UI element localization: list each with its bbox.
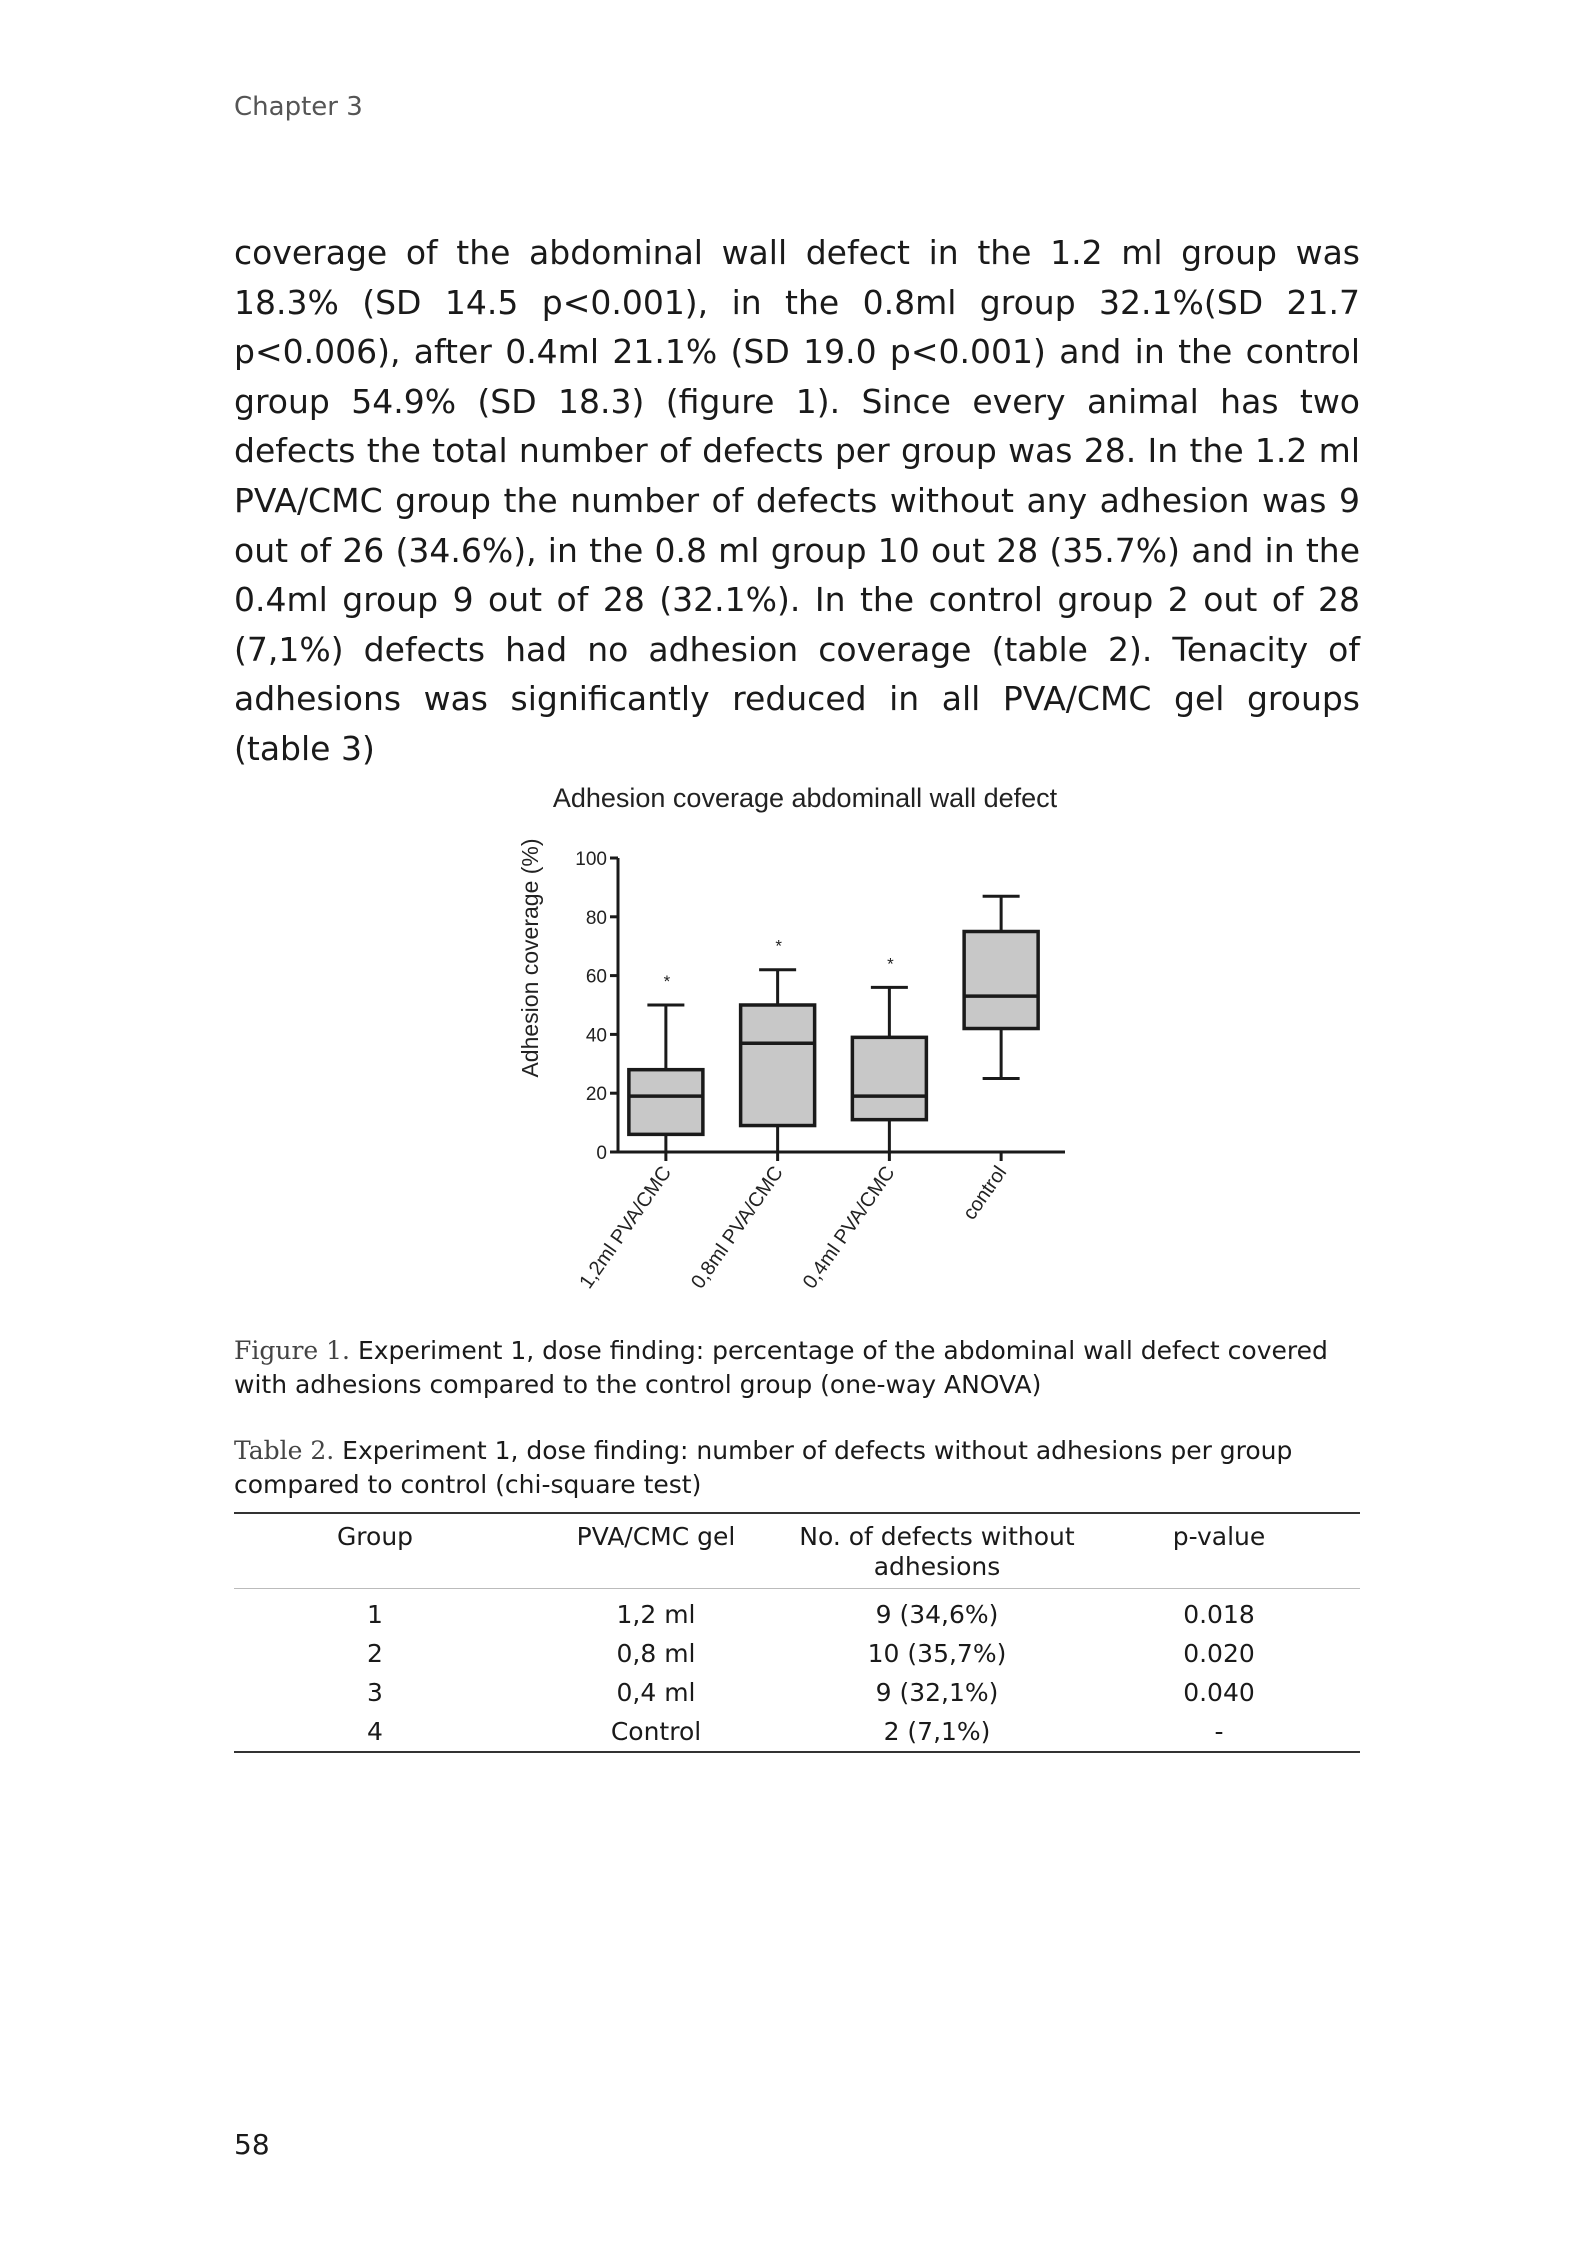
body-paragraph: coverage of the abdominal wall defect in the 1.2 ml group was 18.3% (SD 14.5 p<0.001), in the 0.8ml group 32.1%(SD 21.7 p<0.006), after 0.4ml 21.1% (SD 19.0 p<0.001) and in the control group 54.9% (SD 18.3) (figure 1). Since every animal has two defects the total number of defects per group was 28. In the 1.2 ml PVA/CMC group the number of defects without any adhesion was 9 out of 26 (34.6%), in the 0.8 ml group 10 out 28 (35.7%) and in the 0.4ml group 9 out of 28 (32.1%). In the control group 2 out of 28 (7,1%) defects had no adhesion coverage (table 2). Tenacity of adhesions was significantly reduced in all PVA/CMC gel groups (table 3): [234, 233, 1360, 768]
cell-gel: 0,8 ml: [616, 1639, 696, 1668]
y-tick-label: 20: [585, 1084, 607, 1106]
cell-defects: 10 (35,7%): [867, 1639, 1007, 1668]
y-tick-label: 40: [585, 1025, 607, 1047]
table-label: Table 2.: [234, 1436, 335, 1465]
defects-table: [234, 1512, 1360, 1753]
figure-label: Figure 1.: [234, 1336, 350, 1365]
significance-marker: *: [663, 972, 671, 991]
cell-gel: 1,2 ml: [616, 1600, 696, 1629]
cell-pvalue: -: [1078, 1712, 1360, 1752]
y-tick-label: 80: [585, 907, 607, 929]
x-tick-labels: [575, 1162, 1011, 1293]
x-tick-label: control: [958, 1162, 1012, 1225]
cell-gel: 0,4 ml: [616, 1678, 696, 1707]
cell-pvalue: 0.018: [1183, 1600, 1255, 1629]
iqr-box: [629, 1070, 703, 1135]
cell-group: 2: [367, 1639, 383, 1668]
cell-gel: Control: [516, 1712, 796, 1752]
running-head: Chapter 3: [234, 92, 363, 122]
cell-pvalue: 0.020: [1183, 1639, 1255, 1668]
figure-caption: [234, 1334, 1360, 1402]
box-2: [741, 937, 815, 1152]
cell-group: 1: [367, 1600, 383, 1629]
y-axis-label: Adhesion coverage (%): [517, 838, 543, 1078]
y-tick-label: 0: [596, 1143, 607, 1164]
boxes: [629, 896, 1038, 1152]
figure-1-chart: [480, 770, 1160, 1330]
box-1: [629, 972, 703, 1152]
significance-marker: *: [775, 936, 782, 956]
iqr-box: [852, 1037, 926, 1119]
box-4: [964, 896, 1038, 1078]
significance-marker: *: [887, 954, 894, 974]
table-row: [234, 1589, 1360, 1635]
col-header-pvalue: p-value: [1078, 1513, 1360, 1589]
cell-defects: 9 (34,6%): [875, 1600, 999, 1629]
col-header-gel: PVA/CMC gel: [516, 1513, 796, 1589]
table-row: [234, 1712, 1360, 1752]
table-row: [234, 1634, 1360, 1673]
x-tick-label: 0,4ml PVA/CMC: [798, 1162, 900, 1293]
x-tick-label: 1,2ml PVA/CMC: [575, 1162, 676, 1293]
x-tick-label: 0,8ml PVA/CMC: [687, 1162, 788, 1293]
table-header-row: [234, 1513, 1360, 1589]
iqr-box: [964, 932, 1038, 1029]
cell-defects: 9 (32,1%): [875, 1678, 999, 1707]
iqr-box: [741, 1005, 815, 1126]
cell-group: 3: [367, 1678, 383, 1707]
col-header-group: Group: [234, 1513, 516, 1589]
table-caption-text: Experiment 1, dose finding: number of defects without adhesions per group compared to control (chi-square test): [234, 1436, 1293, 1499]
box-3: [852, 954, 926, 1152]
figure-caption-text: Experiment 1, dose finding: percentage of the abdominal wall defect covered with adhesions compared to the control group (one-way ANOVA): [234, 1336, 1328, 1399]
cell-pvalue: 0.040: [1183, 1678, 1255, 1707]
cell-group: 4: [234, 1712, 516, 1752]
y-tick-label: 60: [585, 966, 607, 988]
table-caption: [234, 1434, 1360, 1502]
cell-defects: 2 (7,1%): [796, 1712, 1078, 1752]
table-row: [234, 1673, 1360, 1712]
y-tick-label: 100: [575, 849, 607, 870]
chart-title: Adhesion coverage abdominall wall defect: [552, 783, 1058, 813]
boxplot-svg: [480, 770, 1160, 1330]
col-header-defects: No. of defects without adhesions: [796, 1513, 1078, 1589]
page-number: 58: [234, 2128, 270, 2161]
